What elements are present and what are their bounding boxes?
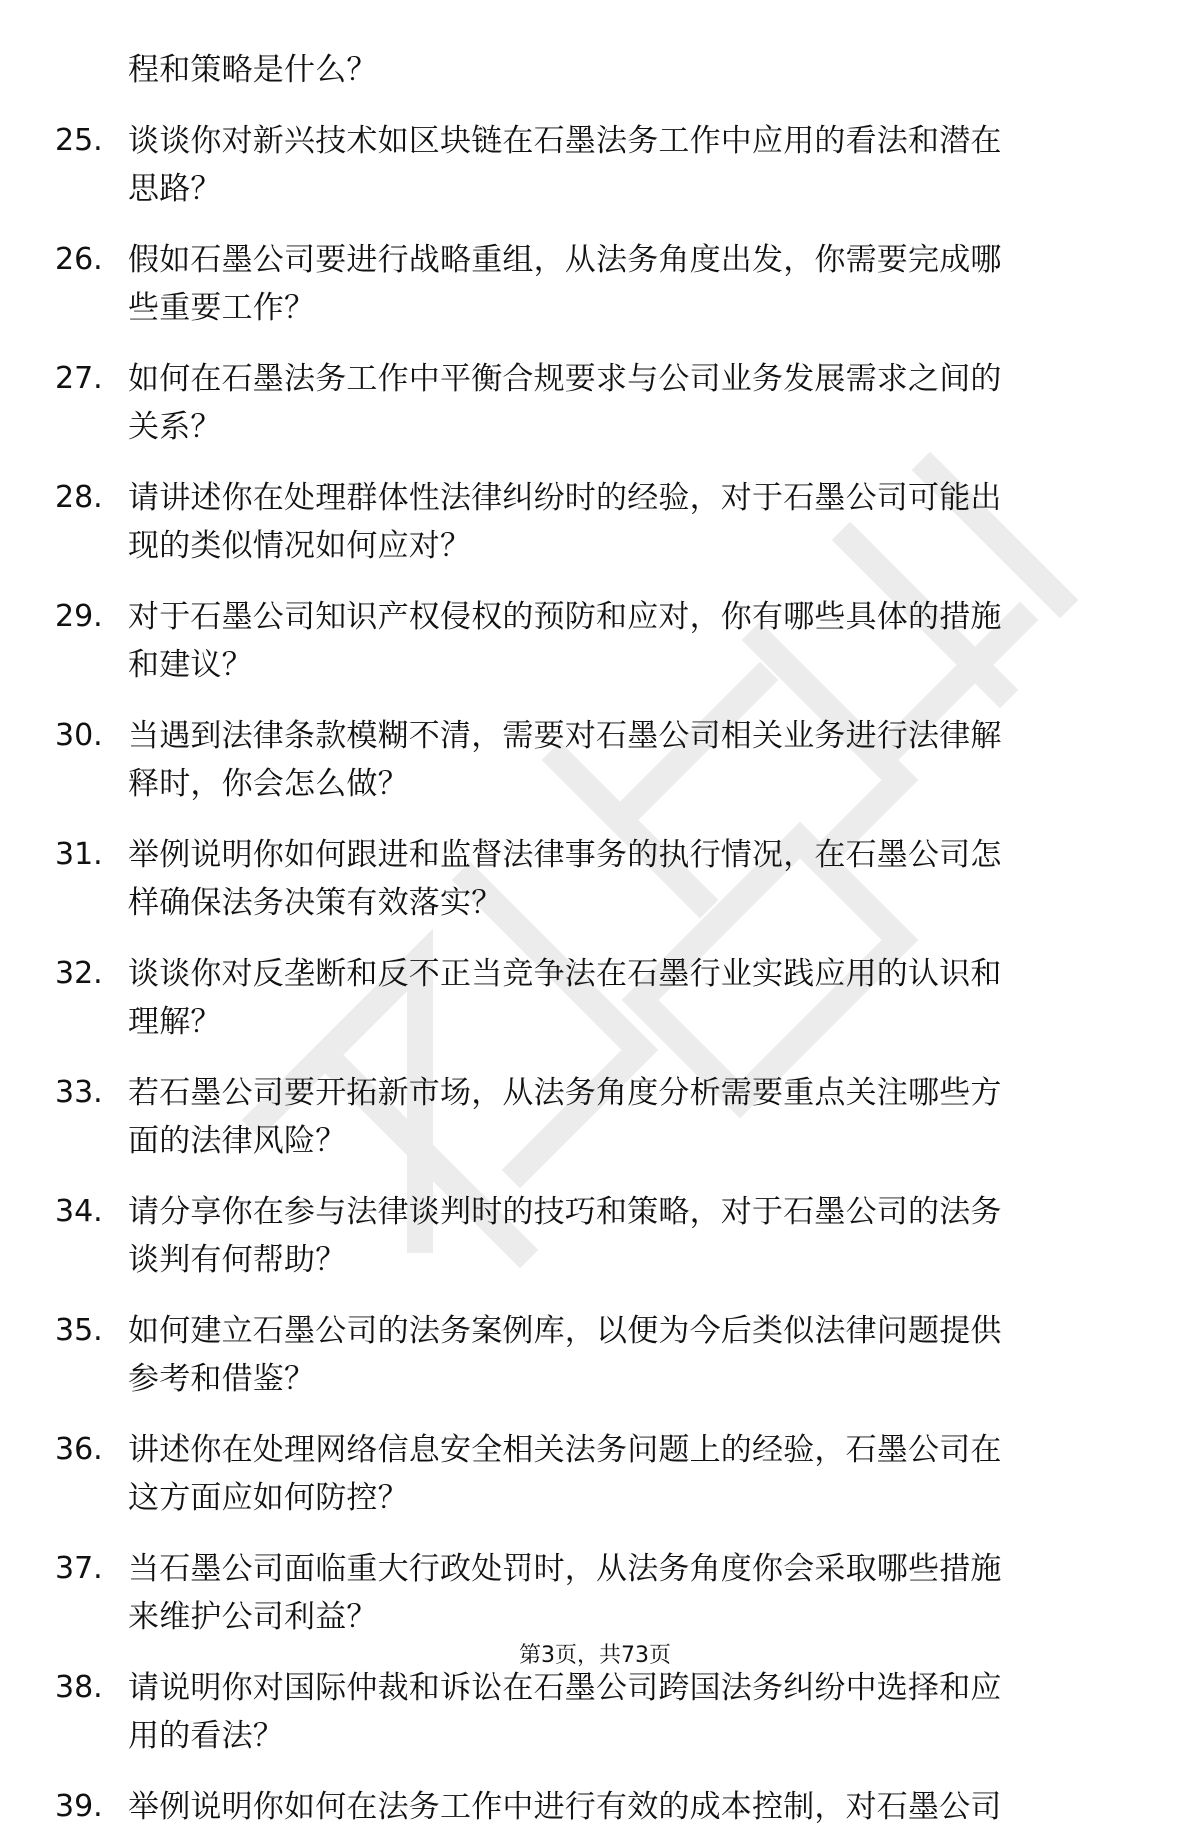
item-text-line: 程和策略是什么？ [128, 52, 378, 88]
item-text [128, 117, 1138, 213]
item-number: 32. [55, 956, 103, 991]
item-number: 38. [55, 1670, 103, 1705]
item-text [128, 1545, 1138, 1641]
item-text-line: 谈谈你对新兴技术如区块链在石墨法务工作中应用的看法和潜在 [128, 123, 1002, 159]
item-text [128, 236, 1138, 332]
item-text [128, 1783, 1138, 1831]
item-text-line: 关系？ [128, 409, 222, 445]
item-text-line: 如何在石墨法务工作中平衡合规要求与公司业务发展需求之间的 [128, 361, 1002, 397]
item-text [128, 1188, 1138, 1284]
item-number: 37. [55, 1551, 103, 1586]
item-number: 29. [55, 599, 103, 634]
item-text [128, 1426, 1138, 1522]
item-text [128, 831, 1138, 927]
item-text-line: 讲述你在处理网络信息安全相关法务问题上的经验，石墨公司在 [128, 1432, 1002, 1468]
item-text-line: 举例说明你如何跟进和监督法律事务的执行情况，在石墨公司怎 [128, 837, 1002, 873]
item-text-line: 参考和借鉴？ [128, 1361, 316, 1397]
item-text-line: 若石墨公司要开拓新市场，从法务角度分析需要重点关注哪些方 [128, 1075, 1002, 1111]
item-text-line: 谈判有何帮助？ [128, 1242, 347, 1278]
item-text-line: 用的看法？ [128, 1718, 284, 1754]
item-number: 33. [55, 1075, 103, 1110]
item-text-line: 对于石墨公司知识产权侵权的预防和应对，你有哪些具体的措施 [128, 599, 1002, 635]
item-text [128, 46, 1138, 94]
item-text-line: 理解？ [128, 1004, 222, 1040]
item-text-line: 举例说明你如何在法务工作中进行有效的成本控制，对石墨公司 [128, 1789, 1002, 1825]
item-text-line: 现的类似情况如何应对？ [128, 528, 472, 564]
item-number: 31. [55, 837, 103, 872]
item-text-line: 请讲述你在处理群体性法律纠纷时的经验，对于石墨公司可能出 [128, 480, 1002, 516]
item-number: 34. [55, 1194, 103, 1229]
item-text-line: 样确保法务决策有效落实？ [128, 885, 503, 921]
item-text [128, 1069, 1138, 1165]
item-text-line: 假如石墨公司要进行战略重组，从法务角度出发，你需要完成哪 [128, 242, 1002, 278]
item-text-line: 这方面应如何防控？ [128, 1480, 409, 1516]
item-text [128, 593, 1138, 689]
item-text-line: 谈谈你对反垄断和反不正当竞争法在石墨行业实践应用的认识和 [128, 956, 1002, 992]
item-text-line: 请分享你在参与法律谈判时的技巧和策略，对于石墨公司的法务 [128, 1194, 1002, 1230]
item-number: 39. [55, 1789, 103, 1824]
item-text-line: 来维护公司利益？ [128, 1599, 378, 1635]
item-number: 30. [55, 718, 103, 753]
item-number: 28. [55, 480, 103, 515]
item-text-line: 释时，你会怎么做？ [128, 766, 409, 802]
item-text [128, 712, 1138, 808]
item-text [128, 474, 1138, 570]
item-text [128, 1307, 1138, 1403]
item-text-line: 思路？ [128, 171, 222, 207]
item-text-line: 面的法律风险？ [128, 1123, 347, 1159]
item-text-line: 当石墨公司面临重大行政处罚时，从法务角度你会采取哪些措施 [128, 1551, 1002, 1587]
item-text [128, 950, 1138, 1046]
item-number: 25. [55, 123, 103, 158]
item-number: 35. [55, 1313, 103, 1348]
item-text-line: 请说明你对国际仲裁和诉讼在石墨公司跨国法务纠纷中选择和应 [128, 1670, 1002, 1706]
item-text-line: 当遇到法律条款模糊不清，需要对石墨公司相关业务进行法律解 [128, 718, 1002, 754]
item-text [128, 1664, 1138, 1760]
item-text-line: 些重要工作？ [128, 290, 316, 326]
item-number: 27. [55, 361, 103, 396]
item-number: 26. [55, 242, 103, 277]
item-text-line: 如何建立石墨公司的法务案例库，以便为今后类似法律问题提供 [128, 1313, 1002, 1349]
item-text [128, 355, 1138, 451]
item-number: 36. [55, 1432, 103, 1467]
item-text-line: 和建议？ [128, 647, 253, 683]
page-footer: 第3页，共73页 [519, 1643, 671, 1668]
